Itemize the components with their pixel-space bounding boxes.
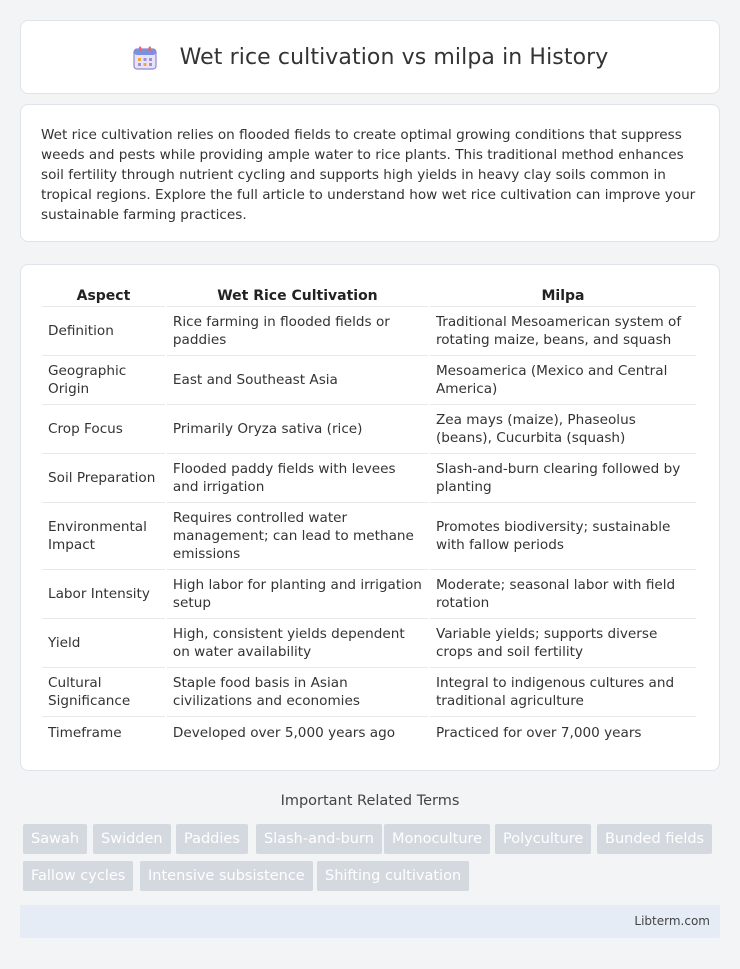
row-aspect: Cultural Significance bbox=[42, 668, 165, 717]
row-aspect: Soil Preparation bbox=[42, 454, 165, 503]
table-row bbox=[42, 717, 696, 748]
row-wet-rice: Rice farming in flooded fields or paddies bbox=[167, 307, 428, 356]
column-header-wet-rice: Wet Rice Cultivation bbox=[167, 286, 428, 307]
row-milpa: Moderate; seasonal labor with field rotation bbox=[430, 570, 696, 619]
tag-polyculture[interactable]: Polyculture bbox=[495, 824, 591, 854]
tag-sawah[interactable]: Sawah bbox=[23, 824, 87, 854]
row-wet-rice: High, consistent yields dependent on water availability bbox=[167, 619, 428, 668]
table-row bbox=[42, 307, 696, 356]
row-wet-rice: Flooded paddy fields with levees and irrigation bbox=[167, 454, 428, 503]
row-milpa: Promotes biodiversity; sustainable with fallow periods bbox=[430, 503, 696, 570]
row-wet-rice: Developed over 5,000 years ago bbox=[172, 724, 396, 741]
tag-fallow-cycles[interactable]: Fallow cycles bbox=[23, 861, 133, 891]
row-milpa: Traditional Mesoamerican system of rotating maize, beans, and squash bbox=[430, 307, 696, 356]
row-aspect: Definition bbox=[42, 307, 165, 356]
comparison-table bbox=[40, 286, 698, 748]
row-aspect: Geographic Origin bbox=[42, 356, 165, 405]
row-aspect: Environmental Impact bbox=[42, 503, 165, 570]
row-aspect: Crop Focus bbox=[42, 405, 165, 454]
tag-intensive-subsistence[interactable]: Intensive subsistence bbox=[140, 861, 313, 891]
row-milpa: Zea mays (maize), Phaseolus (beans), Cucurbita (squash) bbox=[430, 405, 696, 454]
row-wet-rice: High labor for planting and irrigation setup bbox=[167, 570, 428, 619]
row-milpa: Slash-and-burn clearing followed by planting bbox=[430, 454, 696, 503]
tag-bunded-fields[interactable]: Bunded fields bbox=[597, 824, 712, 854]
table-row bbox=[42, 570, 696, 619]
page-title: Wet rice cultivation vs milpa in History bbox=[179, 44, 609, 70]
footer-site-name[interactable]: Libterm.com bbox=[634, 914, 710, 928]
table-row bbox=[42, 668, 696, 717]
intro-card bbox=[20, 104, 720, 242]
column-header-milpa: Milpa bbox=[430, 286, 696, 307]
row-aspect: Labor Intensity bbox=[42, 570, 165, 619]
tag-slash-and-burn[interactable]: Slash-and-burn bbox=[256, 824, 382, 854]
row-wet-rice: East and Southeast Asia bbox=[167, 356, 428, 405]
table-row bbox=[42, 503, 696, 570]
table-row bbox=[42, 454, 696, 503]
title-card bbox=[20, 20, 720, 94]
row-aspect: Yield bbox=[42, 619, 165, 668]
footer bbox=[20, 905, 720, 938]
comparison-table-card bbox=[20, 264, 720, 771]
row-wet-rice: Requires controlled water management; can lead to methane emissions bbox=[167, 503, 428, 570]
table-row bbox=[42, 356, 696, 405]
row-wet-rice: Primarily Oryza sativa (rice) bbox=[167, 405, 428, 454]
row-milpa: Mesoamerica (Mexico and Central America) bbox=[430, 356, 696, 405]
row-milpa: Integral to indigenous cultures and traditional agriculture bbox=[430, 668, 696, 717]
tag-swidden[interactable]: Swidden bbox=[93, 824, 171, 854]
tag-shifting-cultivation[interactable]: Shifting cultivation bbox=[317, 861, 469, 891]
tag-paddies[interactable]: Paddies bbox=[176, 824, 248, 854]
intro-text: Wet rice cultivation relies on flooded fields to create optimal growing conditions that suppress weeds and pests while providing ample water to rice plants. This traditional method enhances soil fertility through nutrient cycling and supports high yields in heavy clay soils common in tropical regions. Explore the full article to understand how wet rice cultivation can improve your sustainable farming practices. bbox=[41, 127, 696, 223]
table-row bbox=[42, 619, 696, 668]
row-milpa: Variable yields; supports diverse crops and soil fertility bbox=[430, 619, 696, 668]
related-terms-title: Important Related Terms bbox=[280, 793, 460, 809]
table-header-row bbox=[42, 286, 696, 307]
tag-monoculture[interactable]: Monoculture bbox=[384, 824, 490, 854]
table-row bbox=[42, 405, 696, 454]
row-aspect: Timeframe bbox=[48, 724, 122, 741]
column-header-aspect: Aspect bbox=[42, 286, 165, 307]
row-milpa: Practiced for over 7,000 years bbox=[435, 724, 642, 741]
row-wet-rice: Staple food basis in Asian civilizations and economies bbox=[167, 668, 428, 717]
calendar-icon bbox=[132, 45, 158, 71]
